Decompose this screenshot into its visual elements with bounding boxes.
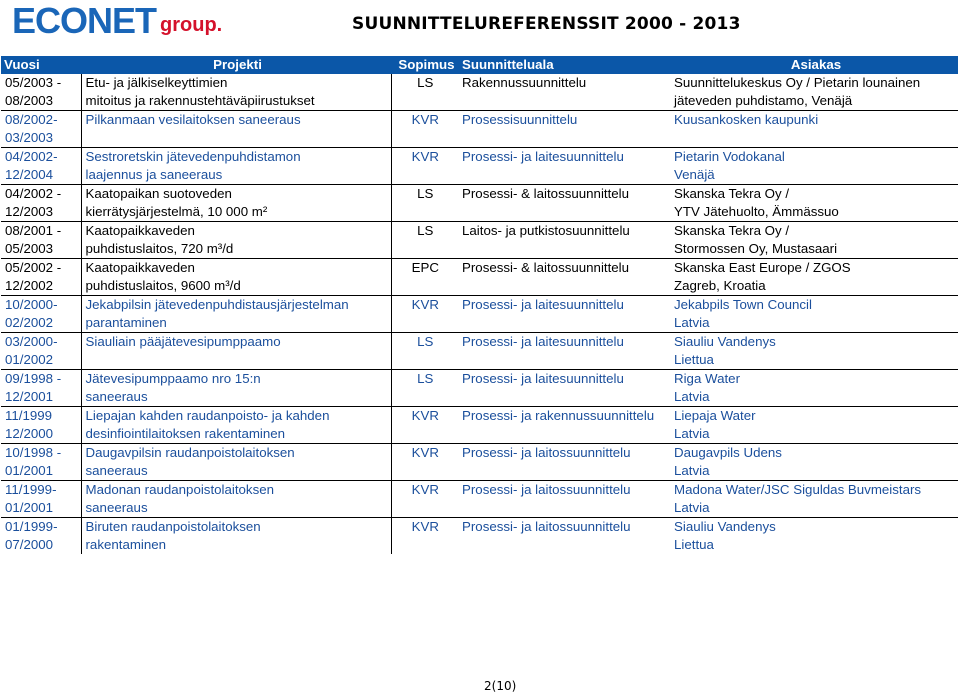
client-cell: Jekabpils Town Council Latvia (674, 297, 812, 330)
client-cell: Siauliu Vandenys Liettua (674, 334, 776, 367)
table-row (1, 111, 958, 148)
discipline-cell: Prosessi- ja laitesuunnittelu (462, 297, 624, 312)
contract-cell: KVR (411, 297, 439, 312)
discipline-cell: Prosessi- ja laitesuunnittelu (462, 149, 624, 164)
table-row (1, 481, 958, 518)
year-cell: 04/2002- 12/2004 (1, 148, 81, 185)
discipline-cell: Prosessi- ja laitossuunnittelu (462, 482, 631, 497)
year-cell: 03/2000- 01/2002 (1, 333, 81, 370)
year-cell: 09/1998 - 12/2001 (1, 370, 81, 407)
document-title: SUUNNITTELUREFERENSSIT 2000 - 2013 (352, 14, 741, 34)
project-cell: Madonan raudanpoistolaitoksen saneeraus (81, 481, 391, 518)
discipline-cell: Prosessi- ja laitossuunnittelu (462, 445, 631, 460)
logo-group-text: group. (160, 14, 223, 36)
econet-logo (12, 0, 223, 41)
column-header-client: Asiakas (671, 56, 958, 74)
project-cell: Kaatopaikkaveden puhdistuslaitos, 720 m³/d (81, 222, 391, 259)
discipline-cell: Prosessisuunnittelu (462, 112, 578, 127)
discipline-cell: Prosessi- & laitossuunnittelu (462, 260, 630, 275)
client-cell: Pietarin Vodokanal Venäjä (674, 149, 785, 182)
project-cell: Etu- ja jälkiselkeyttimien mitoitus ja rakennustehtäväpiirustukset (81, 74, 391, 111)
year-cell: 01/1999- 07/2000 (1, 518, 81, 555)
year-cell: 08/2001 - 05/2003 (1, 222, 81, 259)
client-cell: Liepaja Water Latvia (674, 408, 756, 441)
contract-cell: KVR (411, 408, 439, 423)
project-cell: Jekabpilsin jätevedenpuhdistausjärjestelman parantaminen (81, 296, 391, 333)
client-cell: Riga Water Latvia (674, 371, 741, 404)
year-cell: 04/2002 - 12/2003 (1, 185, 81, 222)
year-cell: 08/2002- 03/2003 (1, 111, 81, 148)
project-cell: Kaatopaikkaveden puhdistuslaitos, 9600 m³/d (81, 259, 391, 296)
year-cell: 11/1999- 01/2001 (1, 481, 81, 518)
project-cell: Liepajan kahden raudanpoisto- ja kahden desinfiointilaitoksen rakentaminen (81, 407, 391, 444)
year-cell: 05/2002 - 12/2002 (1, 259, 81, 296)
project-cell: Sestroretskin jätevedenpuhdistamon laajennus ja saneeraus (81, 148, 391, 185)
table-header-row (1, 56, 958, 74)
column-header-discipline: Suunnitteluala (459, 56, 671, 74)
client-cell: Suunnittelukeskus Oy / Pietarin lounainen jäteveden puhdistamo, Venäjä (674, 75, 921, 108)
contract-cell: KVR (411, 149, 439, 164)
year-cell: 10/1998 - 01/2001 (1, 444, 81, 481)
contract-cell: KVR (411, 482, 439, 497)
discipline-cell: Prosessi- ja laitesuunnittelu (462, 334, 624, 349)
client-cell: Daugavpils Udens Latvia (674, 445, 782, 478)
client-cell: Siauliu Vandenys Liettua (674, 519, 776, 552)
table-row (1, 370, 958, 407)
column-header-project: Projekti (81, 56, 391, 74)
logo-wordmark: ECONET (12, 0, 157, 41)
discipline-cell: Prosessi- ja laitesuunnittelu (462, 371, 624, 386)
contract-cell: EPC (411, 260, 439, 275)
project-cell: Kaatopaikan suotoveden kierrätysjärjestelmä, 10 000 m² (81, 185, 391, 222)
contract-cell: LS (417, 223, 434, 238)
discipline-cell: Laitos- ja putkistosuunnittelu (462, 223, 630, 238)
discipline-cell: Prosessi- ja rakennussuunnittelu (462, 408, 655, 423)
table-row (1, 333, 958, 370)
table-row (1, 74, 958, 111)
project-cell: Jätevesipumppaamo nro 15:n saneeraus (81, 370, 391, 407)
client-cell: Skanska Tekra Oy / YTV Jätehuolto, Ämmässuo (674, 186, 839, 219)
contract-cell: KVR (411, 519, 439, 534)
year-cell: 05/2003 - 08/2003 (1, 74, 81, 111)
column-header-contract: Sopimus (391, 56, 459, 74)
reference-table (1, 56, 958, 554)
contract-cell: KVR (411, 445, 439, 460)
table-row (1, 148, 958, 185)
contract-cell: LS (417, 334, 434, 349)
page-number: 2(10) (484, 679, 517, 693)
project-cell: Siauliain pääjätevesipumppaamo (81, 333, 391, 370)
discipline-cell: Prosessi- & laitossuunnittelu (462, 186, 630, 201)
contract-cell: LS (417, 371, 434, 386)
table-row (1, 444, 958, 481)
table-row (1, 407, 958, 444)
client-cell: Skanska East Europe / ZGOS Zagreb, Kroatia (674, 260, 851, 293)
table-row (1, 259, 958, 296)
project-cell: Pilkanmaan vesilaitoksen saneeraus (81, 111, 391, 148)
year-cell: 11/1999 12/2000 (1, 407, 81, 444)
client-cell: Skanska Tekra Oy / Stormossen Oy, Mustasaari (674, 223, 838, 256)
client-cell: Kuusankosken kaupunki (674, 112, 819, 127)
contract-cell: KVR (411, 112, 439, 127)
year-cell: 10/2000- 02/2002 (1, 296, 81, 333)
table-row (1, 296, 958, 333)
discipline-cell: Prosessi- ja laitossuunnittelu (462, 519, 631, 534)
client-cell: Madona Water/JSC Siguldas Buvmeistars Latvia (674, 482, 922, 515)
table-row (1, 222, 958, 259)
contract-cell: LS (417, 186, 434, 201)
table-row (1, 185, 958, 222)
column-header-year: Vuosi (1, 56, 81, 74)
contract-cell: LS (417, 75, 434, 90)
project-cell: Biruten raudanpoistolaitoksen rakentaminen (81, 518, 391, 555)
discipline-cell: Rakennussuunnittelu (462, 75, 587, 90)
project-cell: Daugavpilsin raudanpoistolaitoksen saneeraus (81, 444, 391, 481)
table-row (1, 518, 958, 555)
